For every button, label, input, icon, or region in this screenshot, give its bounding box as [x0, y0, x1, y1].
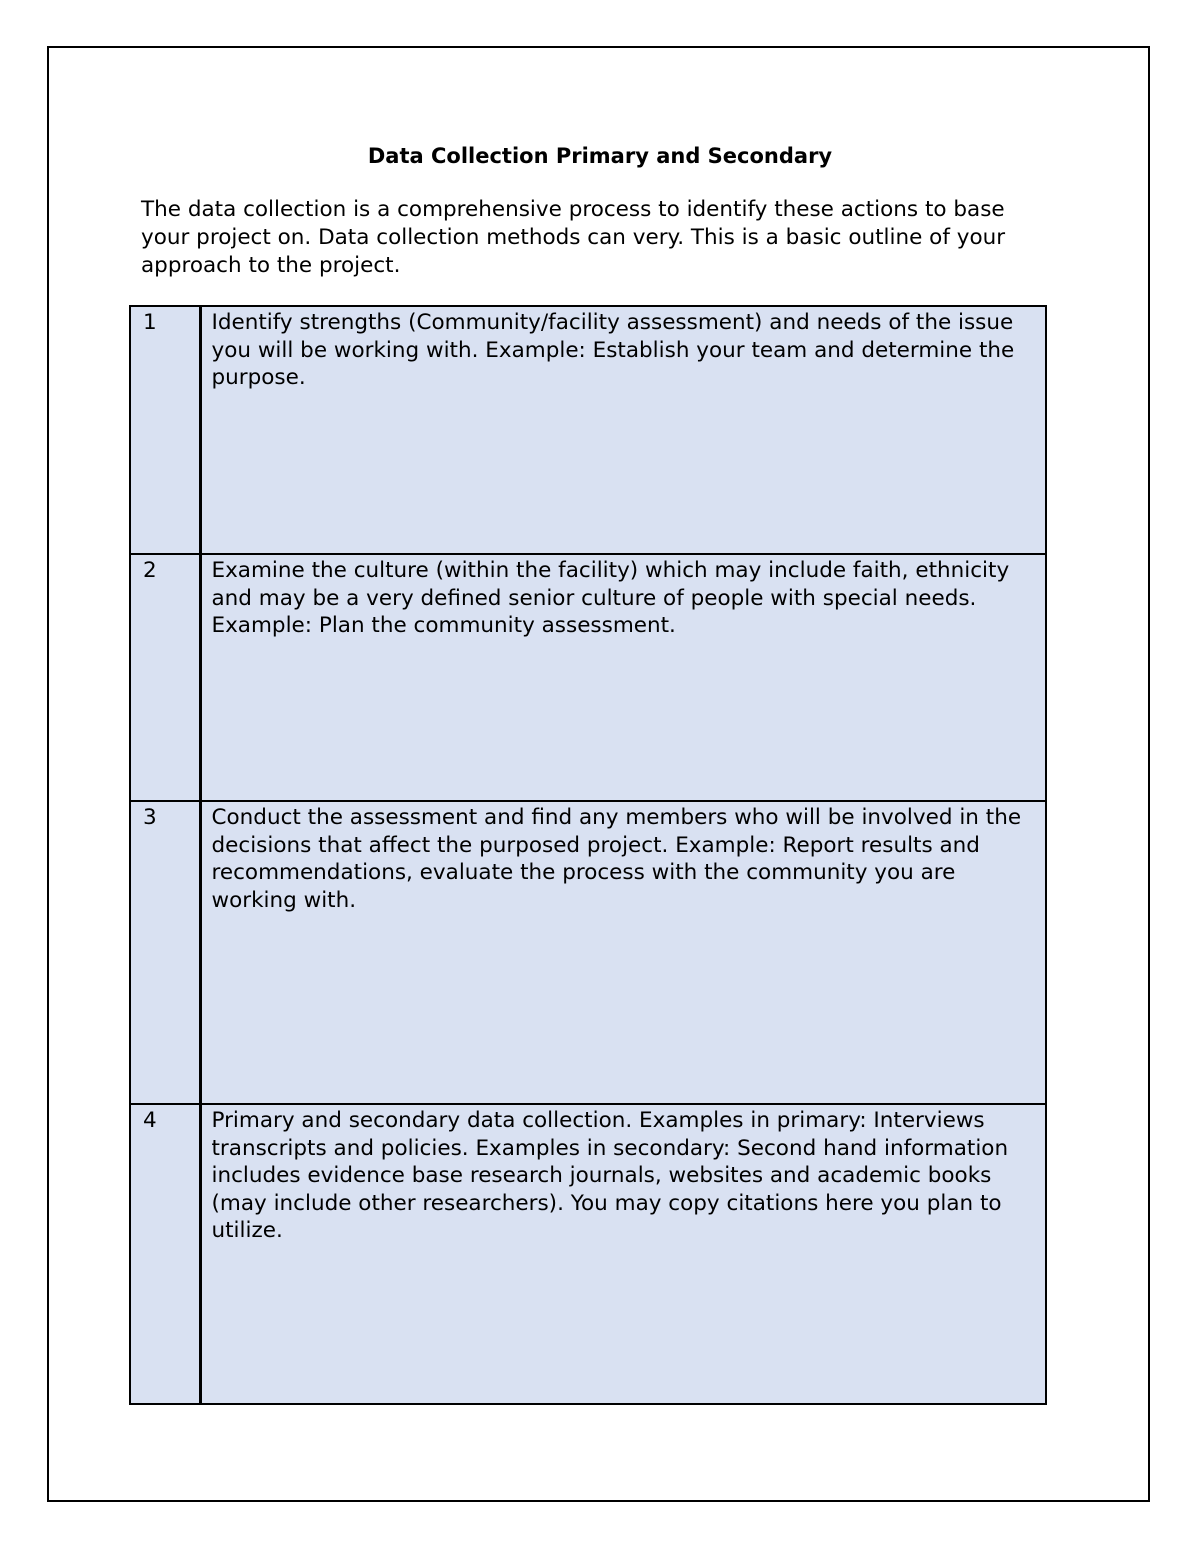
steps-table: [129, 305, 1047, 1405]
step-text: Primary and secondary data collection. Examples in primary: Interviews transcripts and policies. Examples in secondary: Second hand information includes evidence base research journals, websites and academic books (may include other researchers). You may copy citations here you plan to utilize.: [200, 1104, 1046, 1404]
table-row: [130, 306, 1046, 554]
table-row: [130, 801, 1046, 1104]
intro-paragraph: The data collection is a comprehensive process to identify these actions to base your project on. Data collection methods can very. This is a basic outline of your approach to the project.: [141, 197, 1006, 278]
step-number: 3: [130, 801, 200, 1104]
table-row: [130, 1104, 1046, 1404]
step-number: 4: [130, 1104, 200, 1404]
step-text: Identify strengths (Community/facility assessment) and needs of the issue you will be working with. Example: Establish your team and determine the purpose.: [200, 306, 1046, 554]
step-text: Examine the culture (within the facility) which may include faith, ethnicity and may be a very defined senior culture of people with special needs. Example: Plan the community assessment.: [200, 554, 1046, 801]
table-row: [130, 554, 1046, 801]
step-text: Conduct the assessment and find any members who will be involved in the decisions that affect the purposed project. Example: Report results and recommendations, evaluate the process with the community you are working with.: [200, 801, 1046, 1104]
step-number: 1: [130, 306, 200, 554]
document-title: Data Collection Primary and Secondary: [367, 144, 833, 168]
step-number: 2: [130, 554, 200, 801]
